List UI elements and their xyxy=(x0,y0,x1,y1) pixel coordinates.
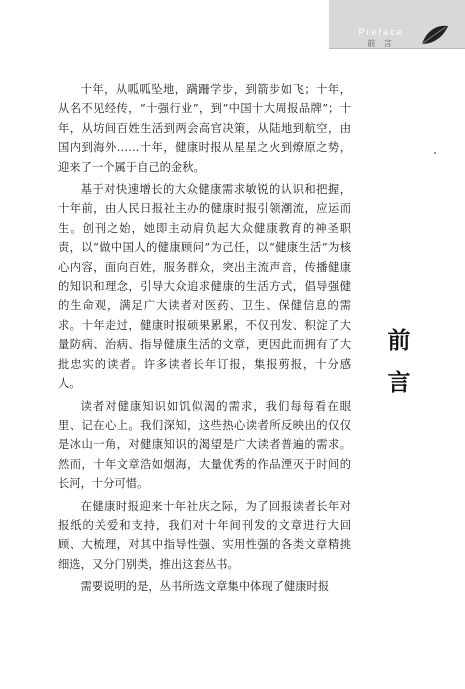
paragraph: 读者对健康知识如饥似渴的需求，我们每每看在眼里、记在心上。我们深知，这些热心读者所反映出的仅仅是冰山一角，对健康知识的渴望是广大读者普遍的需求。然而，十年文章浩如烟海，大量优秀的作品湮灭于时间的长河，十分可惜。 xyxy=(58,399,351,491)
paragraph: 在健康时报迎来十年社庆之际，为了回报读者长年对报纸的关爱和支持，我们对十年间刊发的文章进行大回顾、大梳理，对其中指导性强、实用性强的各类文章精挑细选，又分门别类，推出这套丛书。 xyxy=(58,499,351,571)
side-title-char: 前 xyxy=(387,328,411,354)
side-title-char: 言 xyxy=(387,370,411,396)
header-english-title: Preface xyxy=(358,27,404,37)
leaf-icon xyxy=(420,22,450,46)
paragraph: 十年，从呱呱坠地，蹒跚学步，到箭步如飞；十年，从名不见经传，“十强行业”，到“中国十大周报品牌”；十年，从坊间百姓生活到两会高官决策，从陆地到航空，由国内到海外……十年，健康时报从星星之火到燎原之势，迎来了一个属于自己的金秋。 xyxy=(58,83,351,174)
preface-body xyxy=(58,80,351,600)
header-chinese-title: 前 言 xyxy=(367,39,395,48)
paragraph: 基于对快速增长的大众健康需求敏锐的认识和把握，十年前，由人民日报社主办的健康时报引领潮流，应运而生。创刊之始，她即主动肩负起大众健康教育的神圣职责，以“做中国人的健康顾问”为己任，以“健康生活”为核心内容，面向百姓，服务群众，突出主流声音，传播健康的知识和理念，引导大众追求健康的生活方式，倡导强健的生命观，满足广大读者对医药、卫生、保健信息的需求。十年走过，健康时报硕果累累，不仅刊发、积淀了大量防病、治病、指导健康生活的文章，更因此而拥有了大批忠实的读者。许多读者长年订报，集报剪报，十分感人。 xyxy=(58,183,351,391)
speck-mark xyxy=(434,152,436,154)
paragraph: 需要说明的是，丛书所选文章集中体现了健康时报 xyxy=(80,580,330,594)
side-title xyxy=(384,320,414,404)
